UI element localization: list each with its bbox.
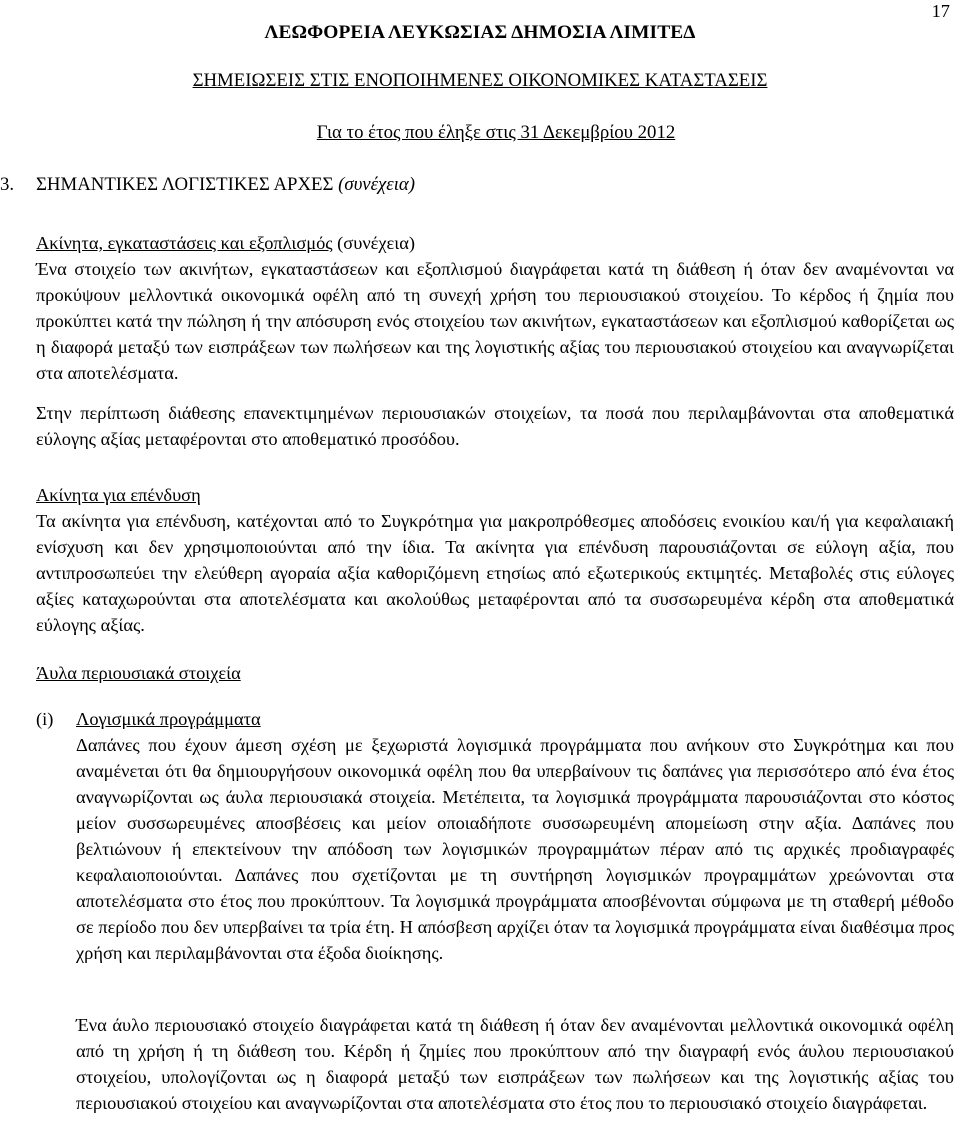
company-name: ΛΕΩΦΟΡΕΙΑ ΛΕΥΚΩΣΙΑΣ ΔΗΜΟΣΙΑ ΛΙΜΙΤΕΔ [264,22,696,43]
investment-property-heading: Ακίνητα για επένδυση [36,485,201,505]
intangibles-heading-block [36,660,954,686]
ppe-heading-continued: (συνέχεια) [332,233,415,253]
ppe-heading-line [36,230,954,256]
investment-property-block [36,482,954,638]
section-continued: (συνέχεια) [338,174,416,195]
software-paragraph: Δαπάνες που έχουν άμεση σχέση με ξεχωριστά λογισμικά προγράμματα που ανήκουν στο Συγκρότημα και που αναμένεται ότι θα δημιουργήσουν οικονομικά οφέλη που θα υπερβαίνουν τις δαπάνες για περισσότερο από ένα έτος αναγνωρίζονται ως άυλα περιουσιακά στοιχεία. Μετέπειτα, τα λογισμικά προγράμματα παρουσιάζονται στο κόστος μείον συσσωρευμένες αποσβέσεις και μείον οποιαδήποτε συσσωρευμένη απομείωση στην αξία. Δαπάνες που βελτιώνουν ή επεκτείνουν την απόδοση των λογισμικών προγραμμάτων πέραν από τις αρχικές προδιαγραφές κεφαλαιοποιούνται. Δαπάνες που σχετίζονται με τη συντήρηση λογισμικών προγραμμάτων χρεώνονται στα αποτελέσματα στο έτος που προκύπτουν. Τα λογισμικά προγράμματα αποσβένονται σύμφωνα με τη σταθερή μέθοδο σε περίοδο που δεν υπερβαίνει τα τρία έτη. Η απόσβεση αρχίζει όταν τα λογισμικά προγράμματα είναι διαθέσιμα προς χρήση και περιλαμβάνονται στα έξοδα διοίκησης. [76,735,954,963]
investment-property-paragraph: Τα ακίνητα για επένδυση, κατέχονται από το Συγκρότημα για μακροπρόθεσμες αποδόσεις ενοικίου και/ή για κεφαλαιακή ενίσχυση και δεν χρησιμοποιούνται από την ίδια. Τα ακίνητα για επένδυση παρουσιάζονται σε εύλογη αξία, που αντιπροσωπεύει την ελεύθερη αγοραία αξία καθοριζόμενη ετησίως από εξωτερικούς εκτιμητές. Μεταβολές στις εύλογες αξίες καταχωρούνται στα αποτελέσματα και ακολούθως μεταφέρονται από τα συσσωρευμένα κέρδη στα αποθεματικά εύλογης αξίας. [36,511,954,635]
section-title-wrapper [36,172,415,198]
software-block [76,706,954,966]
intangibles-heading: Άυλα περιουσιακά στοιχεία [36,663,241,683]
section-number: 3. [0,174,15,195]
ppe-block [36,230,954,386]
ppe-revaluation-block [36,400,954,452]
intangible-derecognition-paragraph: Ένα άυλο περιουσιακό στοιχείο διαγράφεται κατά τη διάθεση ή όταν δεν αναμένονται μελλοντικά οικονομικά οφέλη από τη χρήση ή τη διάθεση του. Κέρδη ή ζημίες που προκύπτουν από την διαγραφή ενός άυλου περιουσιακού στοιχείου, υπολογίζονται ως η διαφορά μεταξύ των εισπράξεων των πωλήσεων και της λογιστικής αξίας του περιουσιακού στοιχείου και αναγνωρίζονται στα αποτελέσματα στο έτος που το περιουσιακό στοιχείο διαγράφεται. [76,1015,954,1113]
software-heading: Λογισμικά προγράμματα [76,709,261,729]
period-heading: Για το έτος που έληξε στις 31 Δεκεμβρίου 2012 [316,122,676,143]
ppe-revaluation-paragraph: Στην περίπτωση διάθεσης επανεκτιμημένων περιουσιακών στοιχείων, τα ποσά που περιλαμβάνονται στα αποθεματικά εύλογης αξίας μεταφέρονται στο αποθεματικό προσόδου. [36,403,954,449]
section-title: ΣΗΜΑΝΤΙΚΕΣ ΛΟΓΙΣΤΙΚΕΣ ΑΡΧΕΣ [36,174,334,195]
ppe-heading: Ακίνητα, εγκαταστάσεις και εξοπλισμός [36,233,333,253]
intangible-derecognition-block [76,1012,954,1116]
page-number: 17 [931,1,950,21]
list-marker: (i) [36,709,54,729]
ppe-derecognition-paragraph: Ένα στοιχείο των ακινήτων, εγκαταστάσεων και εξοπλισμού διαγράφεται κατά τη διάθεση ή όταν δεν αναμένονται να προκύψουν μελλοντικά οικονομικά οφέλη από τη συνεχή χρήση του περιουσιακού στοιχείου. Το κέρδος ή ζημία που προκύπτει κατά την πώληση ή την απόσυρση ενός στοιχείου των ακινήτων, εγκαταστάσεων και εξοπλισμού καθορίζεται ως η διαφορά μεταξύ των εισπράξεων των πωλήσεων και της λογιστικής αξίας του περιουσιακού στοιχείου και αναγνωρίζεται στα αποτελέσματα. [36,259,954,383]
notes-title: ΣΗΜΕΙΩΣΕΙΣ ΣΤΙΣ ΕΝΟΠΟΙΗΜΕΝΕΣ ΟΙΚΟΝΟΜΙΚΕΣ ΚΑΤΑΣΤΑΣΕΙΣ [192,70,768,91]
